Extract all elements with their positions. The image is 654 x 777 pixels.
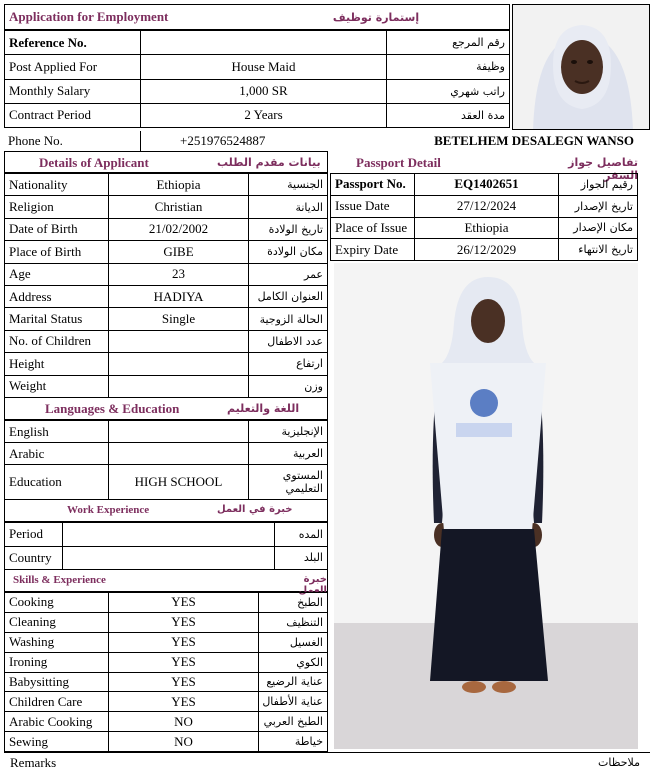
country-label-ar: البلد (275, 546, 328, 570)
nationality-label: Nationality (5, 174, 109, 196)
skills-header-en: Skills & Experience (13, 574, 106, 586)
country-label: Country (5, 546, 63, 570)
languages-header-en: Languages & Education (45, 401, 180, 416)
children-care-label: Children Care (5, 692, 109, 712)
expiry-date-label: Expiry Date (331, 239, 415, 261)
passport-no-label-ar: رقيم الجواز (559, 174, 638, 196)
nationality-label-ar: الجنسية (249, 174, 328, 196)
salary-value: 1,000 SR (141, 79, 387, 103)
table-row (331, 239, 638, 261)
marital-value: Single (109, 308, 249, 330)
table-row (5, 196, 328, 218)
age-value: 23 (109, 263, 249, 285)
ironing-label-ar: الكوي (259, 652, 328, 672)
marital-label: Marital Status (5, 308, 109, 330)
cooking-label-ar: الطبخ (259, 593, 328, 613)
applicant-name: BETELHEM DESALEGN WANSO (434, 133, 634, 148)
skills-header-ar: خبرة العمل (298, 574, 327, 596)
babysitting-label-ar: عناية الرضيع (259, 672, 328, 692)
nationality-value: Ethiopia (109, 174, 249, 196)
weight-label-ar: وزن (249, 375, 328, 397)
table-row (5, 465, 328, 500)
phone-label: Phone No. (8, 133, 63, 148)
table-row (331, 174, 638, 196)
table-row (5, 612, 328, 632)
languages-header-ar: اللغة والتعليم (227, 402, 300, 415)
address-label-ar: العنوان الكامل (249, 285, 328, 307)
title-en: Application for Employment (5, 5, 244, 30)
salary-label: Monthly Salary (5, 79, 141, 103)
cooking-value: YES (109, 593, 259, 613)
arabic-value (109, 443, 249, 465)
arabic-label: Arabic (5, 443, 109, 465)
place-of-issue-label-ar: مكان الإصدار (559, 217, 638, 239)
sewing-value: NO (109, 732, 259, 752)
religion-label-ar: الديانة (249, 196, 328, 218)
phone-row (4, 131, 650, 151)
arabic-cooking-label-ar: الطبخ العربي (259, 712, 328, 732)
washing-value: YES (109, 632, 259, 652)
marital-label-ar: الحالة الزوجية (249, 308, 328, 330)
contract-value: 2 Years (141, 103, 387, 127)
contract-label-ar: مدة العقد (387, 103, 510, 127)
headshot-image (513, 5, 650, 130)
contract-label: Contract Period (5, 103, 141, 127)
dob-value: 21/02/2002 (109, 218, 249, 240)
cleaning-value: YES (109, 612, 259, 632)
education-value: HIGH SCHOOL (109, 465, 249, 500)
remarks-label-ar: ملاحظات (598, 756, 640, 769)
table-row (5, 632, 328, 652)
table-row (5, 353, 328, 375)
address-label: Address (5, 285, 109, 307)
table-row (5, 523, 328, 547)
top-info-table (4, 30, 510, 128)
table-row (5, 174, 328, 196)
phone-divider (140, 131, 141, 151)
children-care-label-ar: عناية الأطفال (259, 692, 328, 712)
children-label: No. of Children (5, 330, 109, 352)
passport-no-value: EQ1402651 (415, 174, 559, 196)
ironing-label: Ironing (5, 652, 109, 672)
english-value (109, 421, 249, 443)
table-row (5, 421, 328, 443)
issue-date-label: Issue Date (331, 195, 415, 217)
dob-label-ar: تاريخ الولادة (249, 218, 328, 240)
salary-row (5, 79, 510, 103)
reference-row (5, 31, 510, 55)
phone-value: +251976524887 (180, 133, 266, 148)
arabic-cooking-value: NO (109, 712, 259, 732)
skills-table (4, 592, 328, 752)
english-label-ar: الإنجليزية (249, 421, 328, 443)
expiry-date-value: 26/12/2029 (415, 239, 559, 261)
passport-no-label: Passport No. (331, 174, 415, 196)
languages-header (4, 398, 328, 420)
passport-header-en: Passport Detail (356, 155, 441, 170)
washing-label-ar: الغسيل (259, 632, 328, 652)
pob-label: Place of Birth (5, 241, 109, 263)
remarks-row (4, 752, 650, 773)
weight-label: Weight (5, 375, 109, 397)
table-row (5, 712, 328, 732)
passport-header-ar: تفاصيل جواز السفر (568, 156, 638, 182)
age-label-ar: عمر (249, 263, 328, 285)
work-header-en: Work Experience (67, 504, 150, 516)
place-of-issue-label: Place of Issue (331, 217, 415, 239)
religion-value: Christian (109, 196, 249, 218)
table-row (331, 217, 638, 239)
details-header (4, 151, 328, 173)
table-row (5, 732, 328, 752)
expiry-date-label-ar: تاريخ الانتهاء (559, 239, 638, 261)
babysitting-label: Babysitting (5, 672, 109, 692)
passport-table (330, 173, 638, 261)
work-table (4, 522, 328, 570)
table-row (5, 308, 328, 330)
contract-row (5, 103, 510, 127)
children-label-ar: عدد الاطفال (249, 330, 328, 352)
height-value (109, 353, 249, 375)
full-body-image (334, 263, 638, 749)
headshot-photo (512, 4, 650, 130)
title-ar: إستمارة توظيف (243, 5, 510, 30)
pob-value: GIBE (109, 241, 249, 263)
sewing-label: Sewing (5, 732, 109, 752)
skills-header (4, 570, 328, 596)
issue-date-label-ar: تاريخ الإصدار (559, 195, 638, 217)
cleaning-label-ar: التنظيف (259, 612, 328, 632)
table-row (5, 443, 328, 465)
remarks-label: Remarks (10, 755, 57, 770)
education-label-ar: المستوي التعليمي (249, 465, 328, 500)
children-care-value: YES (109, 692, 259, 712)
full-body-photo (334, 263, 638, 749)
table-row (5, 652, 328, 672)
post-label: Post Applied For (5, 55, 141, 79)
languages-table (4, 420, 328, 500)
table-row (5, 218, 328, 240)
table-row (5, 692, 328, 712)
table-row (5, 672, 328, 692)
pob-label-ar: مكان الولادة (249, 241, 328, 263)
period-value (63, 523, 275, 547)
address-value: HADIYA (109, 285, 249, 307)
sewing-label-ar: خياطة (259, 732, 328, 752)
country-value (63, 546, 275, 570)
weight-value (109, 375, 249, 397)
education-label: Education (5, 465, 109, 500)
post-label-ar: وظيفة (387, 55, 510, 79)
cleaning-label: Cleaning (5, 612, 109, 632)
height-label: Height (5, 353, 109, 375)
details-table (4, 173, 328, 398)
table-row (5, 263, 328, 285)
height-label-ar: ارتفاع (249, 353, 328, 375)
passport-header (330, 151, 638, 182)
age-label: Age (5, 263, 109, 285)
place-of-issue-value: Ethiopia (415, 217, 559, 239)
ironing-value: YES (109, 652, 259, 672)
table-row (5, 546, 328, 570)
table-row (5, 241, 328, 263)
period-label: Period (5, 523, 63, 547)
reference-label: Reference No. (5, 31, 141, 55)
table-row (5, 375, 328, 397)
table-row (5, 285, 328, 307)
post-value: House Maid (141, 55, 387, 79)
english-label: English (5, 421, 109, 443)
washing-label: Washing (5, 632, 109, 652)
dob-label: Date of Birth (5, 218, 109, 240)
arabic-cooking-label: Arabic Cooking (5, 712, 109, 732)
reference-label-ar: رقم المرجع (387, 31, 510, 55)
religion-label: Religion (5, 196, 109, 218)
work-header (4, 500, 328, 522)
work-header-ar: خبرة في العمل (217, 504, 293, 515)
table-row (5, 330, 328, 352)
babysitting-value: YES (109, 672, 259, 692)
arabic-label-ar: العربية (249, 443, 328, 465)
post-row (5, 55, 510, 79)
details-header-en: Details of Applicant (39, 155, 149, 170)
children-value (109, 330, 249, 352)
details-header-ar: بيانات مقدم الطلب (217, 156, 321, 169)
period-label-ar: المده (275, 523, 328, 547)
title-row (4, 4, 510, 30)
cooking-label: Cooking (5, 593, 109, 613)
salary-label-ar: راتب شهري (387, 79, 510, 103)
reference-value (141, 31, 387, 55)
table-row (331, 195, 638, 217)
issue-date-value: 27/12/2024 (415, 195, 559, 217)
table-row (5, 593, 328, 613)
